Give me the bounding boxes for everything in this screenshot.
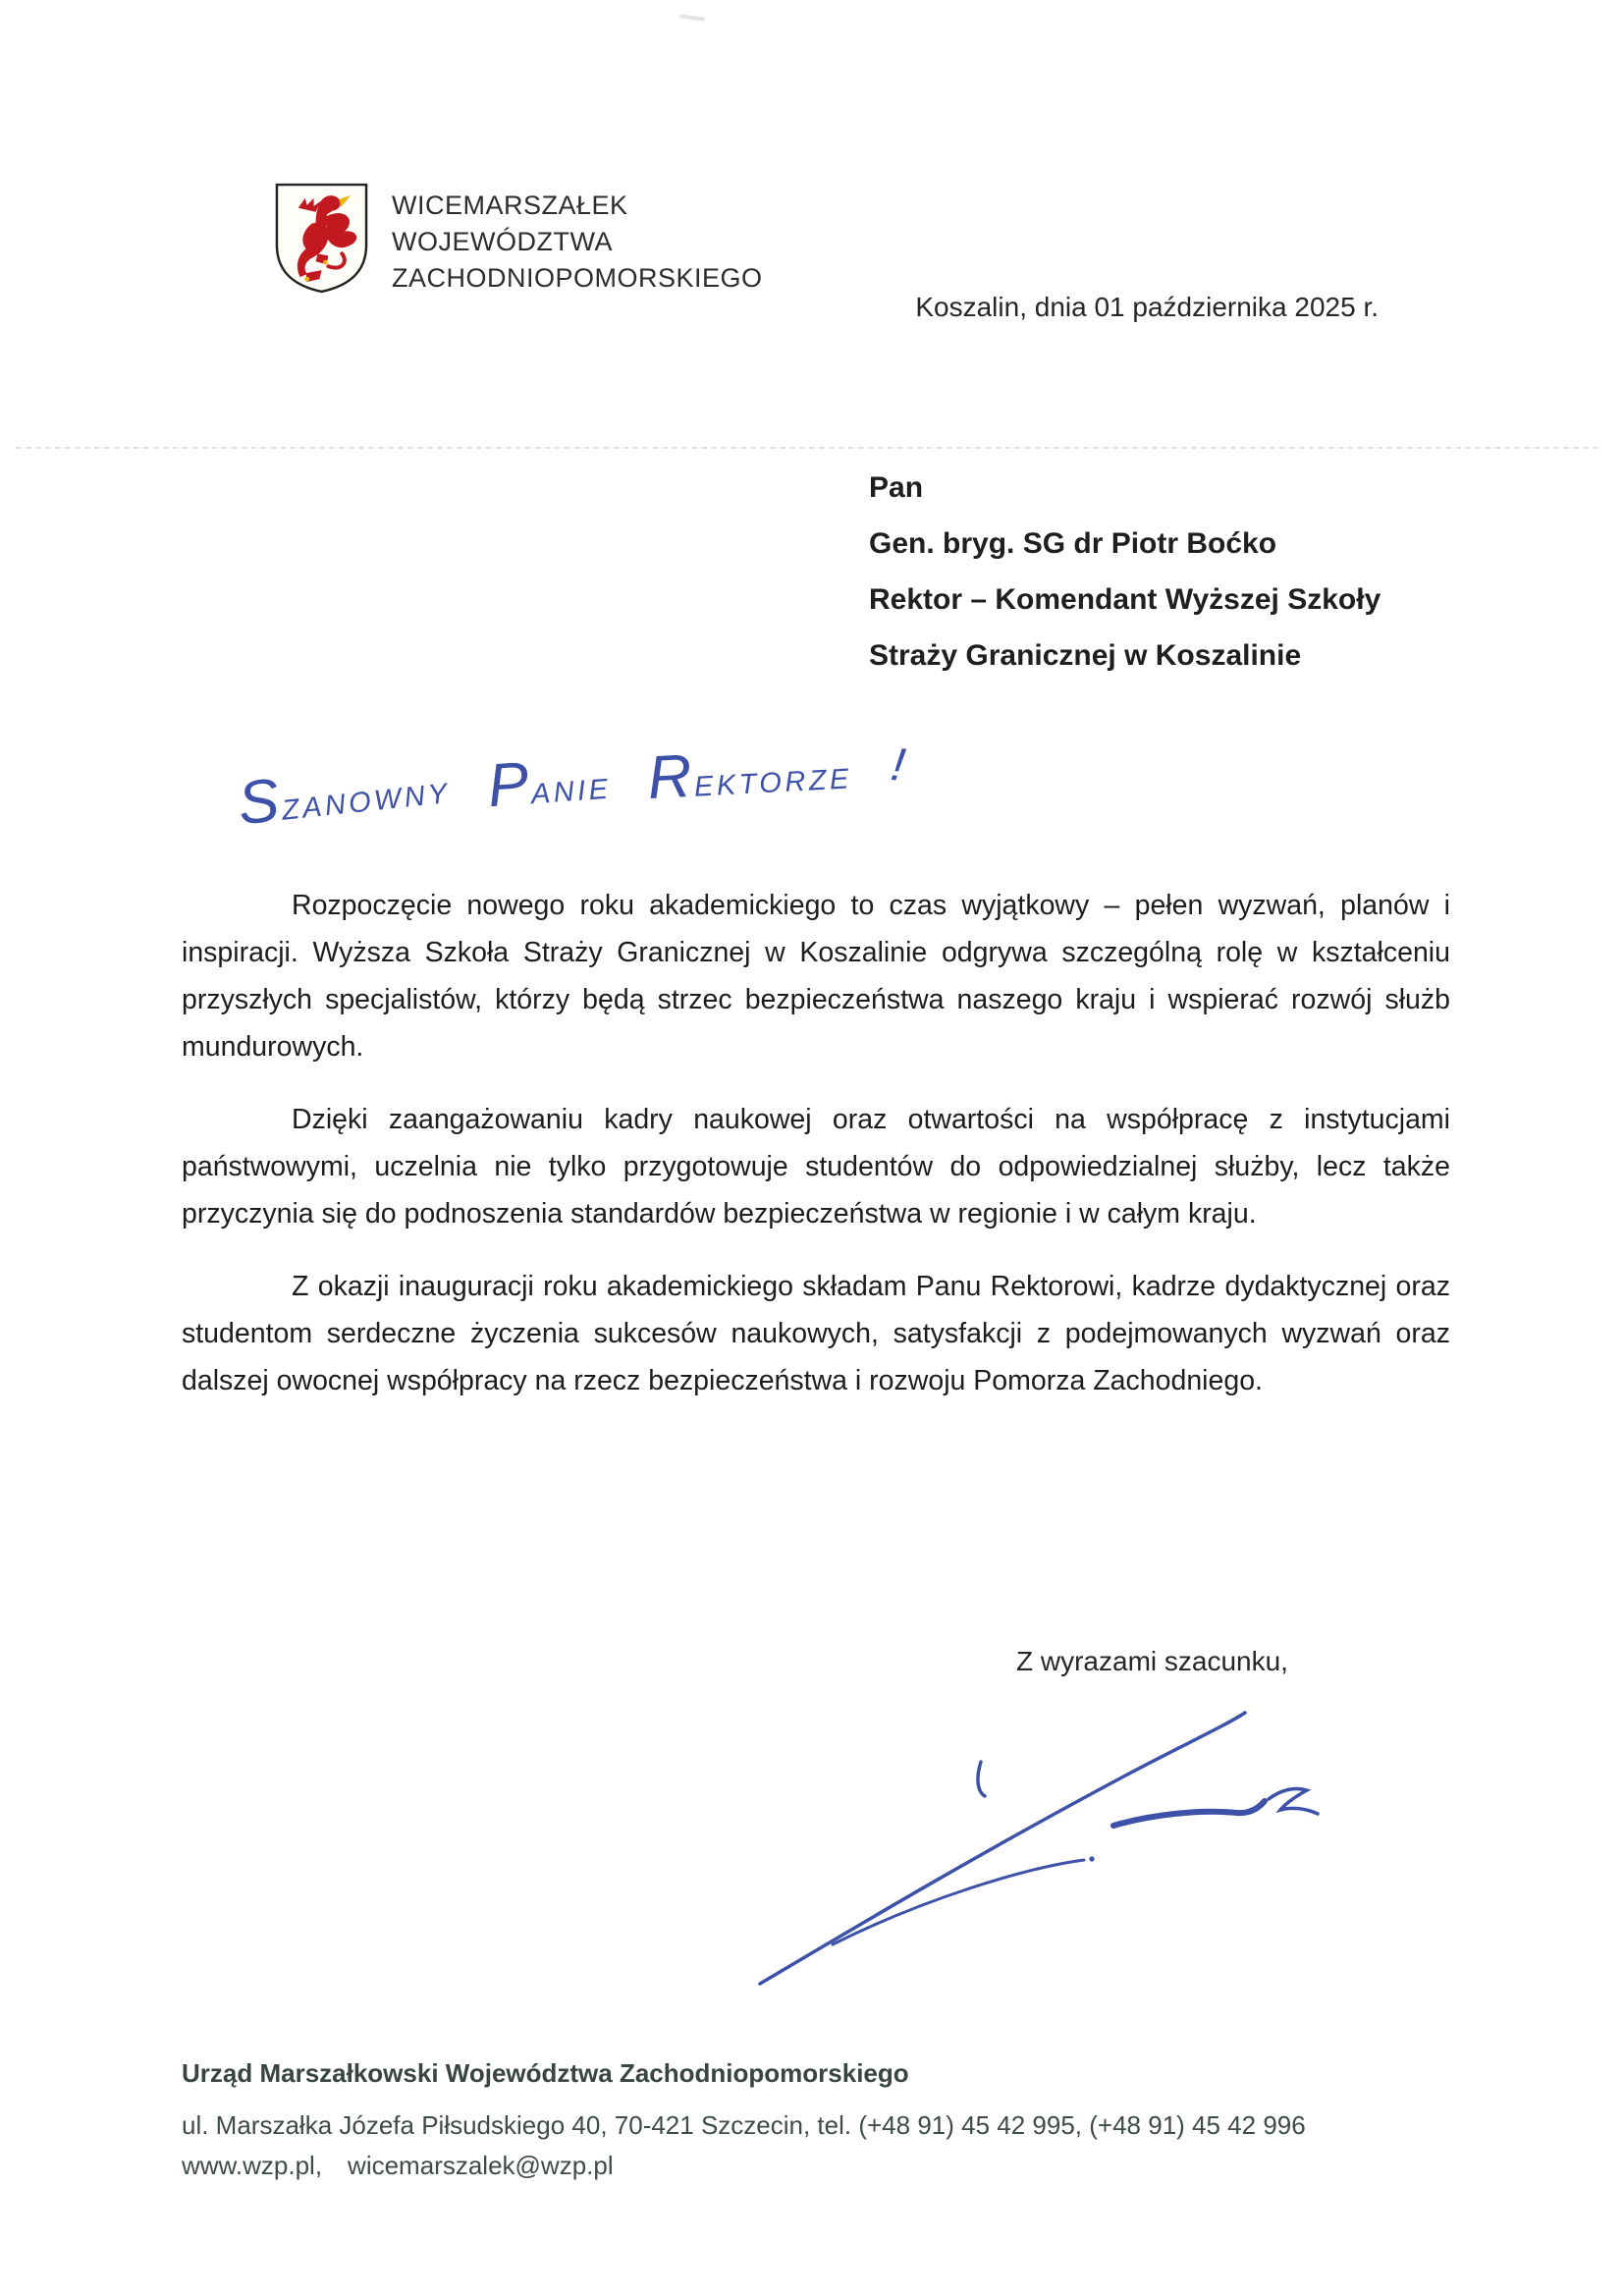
salutation-word-1: SZANOWNY <box>235 766 453 839</box>
recipient-title-line-2: Straży Granicznej w Koszalinie <box>869 639 1302 672</box>
recipient-name: Gen. bryg. SG dr Piotr Boćko <box>869 527 1277 560</box>
footer-website: www.wzp.pl, <box>182 2151 323 2180</box>
footer-contacts <box>182 2151 1306 2181</box>
footer-address: ul. Marszałka Józefa Piłsudskiego 40, 70-421 Szczecin, tel. (+48 91) 45 42 995, (+48 91) 45 42 996 <box>182 2110 1306 2140</box>
paragraph-3: Z okazji inauguracji roku akademickiego składam Panu Rektorowi, kadrze dydaktycznej oraz studentom serdeczne życzenia sukcesów naukowych, satysfakcji z podejmowanych wyzwań oraz dalszej owocnej współpracy na rzecz bezpieczeństwa i rozwoju Pomorza Zachodniego. <box>182 1271 1450 1396</box>
org-line-3: ZACHODNIOPOMORSKIEGO <box>392 263 763 293</box>
recipient-title-line-1: Rektor – Komendant Wyższej Szkoły <box>869 583 1381 616</box>
paragraph-1: Rozpoczęcie nowego roku akademickiego to czas wyjątkowy – pełen wyzwań, planów i inspiracji. Wyższa Szkoła Straży Granicznej w Koszalinie odgrywa szczególną rolę w kształceniu przyszłych specjalistów, którzy będą strzec bezpieczeństwa naszego kraju i wspierać rozwój służb mundurowych. <box>182 890 1450 1063</box>
footer-org-name: Urząd Marszałkowski Województwa Zachodniopomorskiego <box>182 2058 909 2088</box>
footer-block <box>182 2058 1306 2181</box>
letterhead-org-name <box>392 180 763 297</box>
coat-of-arms-shield <box>273 180 370 297</box>
salutation-word-3: REKTORZE <box>645 741 853 813</box>
dateline: Koszalin, dnia 01 października 2025 r. <box>915 292 1379 322</box>
recipient-block <box>869 460 1380 683</box>
paragraph-2: Dzięki zaangażowaniu kadry naukowej oraz otwartości na współpracę z instytucjami państwowymi, uczelnia nie tylko przygotowuje studentów do odpowiedzialnej służby, lecz także przyczynia się do podnoszenia standardów bezpieczeństwa w regionie i w całym kraju. <box>182 1104 1450 1230</box>
letter-body <box>182 882 1450 1404</box>
handwritten-salutation <box>237 735 1026 890</box>
salutation-exclamation: ! <box>888 738 909 793</box>
org-line-1: WICEMARSZAŁEK <box>392 191 628 220</box>
footer-email: wicemarszalek@wzp.pl <box>348 2151 614 2180</box>
closing-phrase: Z wyrazami szacunku, <box>1016 1646 1288 1676</box>
handwritten-signature <box>738 1697 1347 1992</box>
recipient-salutation-word: Pan <box>869 471 924 504</box>
letterhead <box>273 180 763 297</box>
org-line-2: WOJEWÓDZTWA <box>392 227 613 256</box>
scan-artifact-top <box>679 14 705 21</box>
salutation-word-2: PANIE <box>485 749 613 821</box>
scan-artifact-dashed-line <box>16 447 1598 449</box>
